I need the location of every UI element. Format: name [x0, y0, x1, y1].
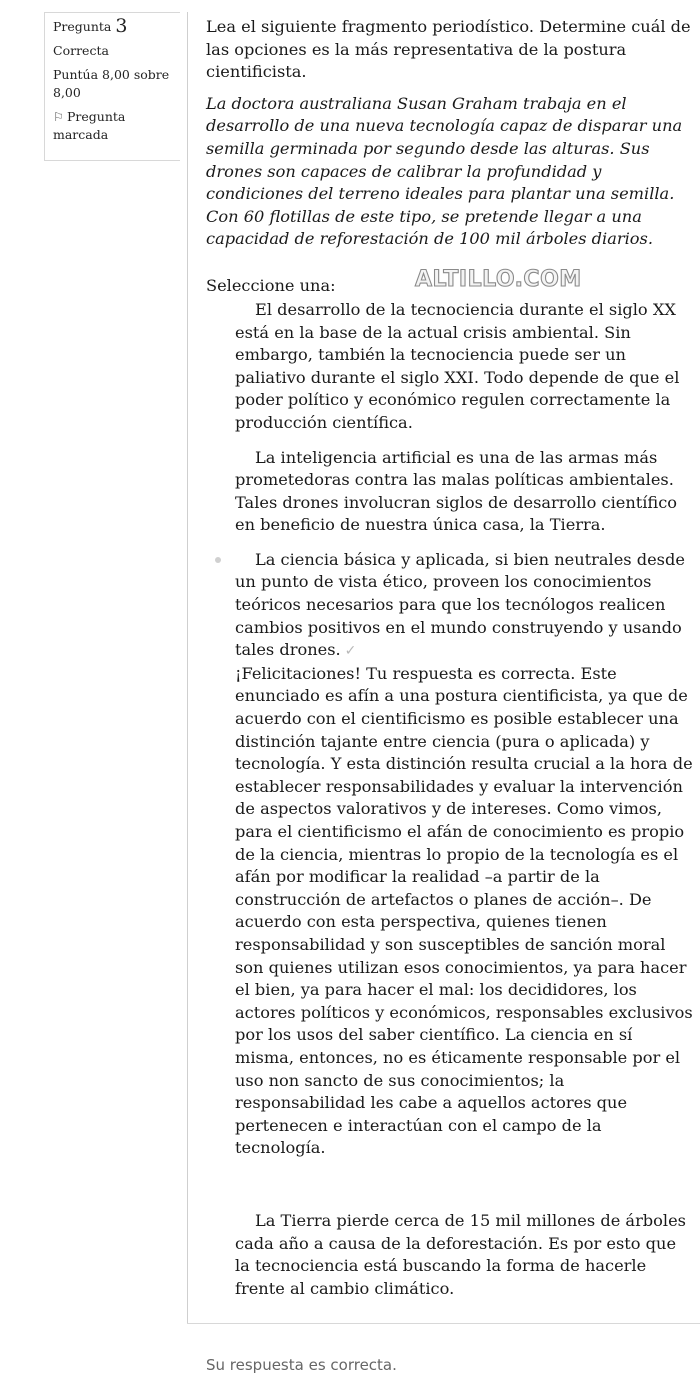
answer-option-text-content: La ciencia básica y aplicada, si bien neutrales desde un punto de vista ético, proveen los conocimientos teóricos necesarios para que los tecnólogos realicen cambios positivos en el mundo construyendo y usando tales drones.: [235, 549, 685, 660]
flag-icon: ⚐: [53, 110, 64, 124]
answer-options: [206, 299, 694, 1300]
selected-radio[interactable]: [215, 557, 221, 563]
question-info-panel: [44, 12, 180, 161]
question-label: Pregunta: [53, 19, 112, 34]
question-state: Correcta: [53, 43, 109, 58]
question-content: [206, 16, 694, 1300]
answer-option-3[interactable]: [235, 549, 694, 1160]
answer-feedback: ¡Felicitaciones! Tu respuesta es correcta. Este enunciado es afín a una postura cientificista, ya que de acuerdo con el cientificismo es posible establecer una distinción tajante entre ciencia (pura o aplicada) y tecnología. Y esta distinción resulta crucial a la hora de establecer responsabilidades y evaluar la intervención de aspectos valorativos y de intereses. Como vimos, para el cientificismo el afán de conocimiento es propio de la ciencia, mientras lo propio de la tecnología es el afán por modificar la realidad –a partir de la construcción de artefactos o planes de acción–. De acuerdo con esta perspectiva, quienes tienen responsabilidad y son susceptibles de sanción moral son quienes utilizan esos conocimientos, ya para hacer el bien, ya para hacer el mal: los decididores, los actores políticos y económicos, responsables exclusivos por los usos del saber científico. La ciencia en sí misma, entonces, no es éticamente responsable por el uso non sancto de sus conocimientos; la responsabilidad les cabe a aquellos actores que pertenecen e interactúan con el campo de la tecnología.: [235, 663, 693, 1158]
answer-option-text: El desarrollo de la tecnociencia durante el siglo XX está en la base de la actual crisis ambiental. Sin embargo, también la tecnociencia puede ser un paliativo durante el siglo XXI. Todo depende de que el poder político y económico regulen correctamente la producción científica.: [235, 299, 680, 432]
content-bottom-border: [187, 1323, 700, 1324]
answer-prompt-row: [206, 266, 694, 299]
answer-option-1[interactable]: [235, 299, 694, 435]
answer-option-text: [235, 549, 694, 663]
check-icon: ✓: [344, 643, 357, 660]
answer-option-4[interactable]: [235, 1210, 694, 1300]
flag-question-link[interactable]: [53, 108, 172, 144]
answer-option-text: La inteligencia artificial es una de las armas más prometedoras contra las malas políticas ambientales. Tales drones involucran siglos de desarrollo científico en beneficio de nuestra única casa, la Tierra.: [235, 447, 678, 535]
watermark: ALTILLO.COM: [415, 266, 582, 292]
question-text: Lea el siguiente fragmento periodístico. Determine cuál de las opciones es la más representativa de la postura cientificista.: [206, 17, 691, 82]
answer-prompt: Seleccione una:: [206, 275, 336, 295]
news-fragment: La doctora australiana Susan Graham trabaja en el desarrollo de una nueva tecnología capaz de disparar una semilla germinada por segundo desde las alturas. Sus drones son capaces de calibrar la profundidad y condiciones del terreno ideales para plantar una semilla. Con 60 flotillas de este tipo, se pretende llegar a una capacidad de reforestación de 100 mil árboles diarios.: [206, 93, 683, 249]
question-number: [53, 17, 172, 36]
content-left-border: [187, 12, 188, 1324]
question-number-value: 3: [115, 15, 128, 37]
answer-option-text: La Tierra pierde cerca de 15 mil millones de árboles cada año a causa de la deforestación. Es por esto que la tecnociencia está buscando la forma de hacerle frente al cambio climático.: [235, 1210, 686, 1298]
outcome-text: Su respuesta es correcta.: [206, 1356, 397, 1374]
answer-option-2[interactable]: [235, 447, 694, 537]
question-grade: Puntúa 8,00 sobre 8,00: [53, 67, 170, 100]
flag-label: Pregunta marcada: [53, 109, 126, 142]
